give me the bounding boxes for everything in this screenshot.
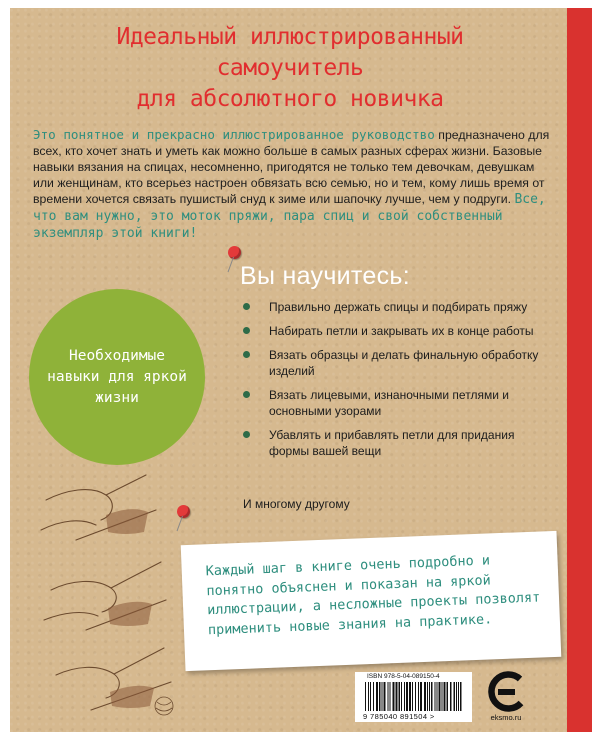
barcode-bar <box>420 682 422 711</box>
barcode-bar <box>365 682 366 711</box>
barcode-bar <box>384 682 386 711</box>
barcode-bar <box>460 682 462 711</box>
skill-item <box>243 387 543 419</box>
badge-text: Необходимые навыки для яркой жизни <box>47 347 187 406</box>
barcode-bar <box>456 682 457 711</box>
barcode-bar <box>373 682 374 711</box>
learn-title: Вы научитесь: <box>240 262 410 290</box>
barcode-bar <box>418 682 419 711</box>
barcode-bar <box>368 682 369 711</box>
barcode-bar <box>399 682 401 711</box>
barcode-bar <box>401 682 402 711</box>
barcode-bar <box>412 682 413 711</box>
skill-item <box>243 299 543 315</box>
barcode-bar <box>442 682 443 711</box>
skill-item <box>243 347 543 379</box>
bullet-icon <box>243 431 250 438</box>
green-circle-badge <box>29 289 205 465</box>
skill-item <box>243 427 543 459</box>
intro-accent: Все, что вам нужно, это моток пряжи, пара спиц и свой собственный экземпляр этой книги! <box>33 192 546 241</box>
intro-paragraph <box>33 127 553 242</box>
barcode-bar <box>431 682 433 711</box>
barcode-bar <box>429 682 430 711</box>
skill-text: Убавлять и прибавлять петли для придания формы вашей вещи <box>269 428 515 458</box>
barcode-bar <box>447 682 449 711</box>
headline-line-2: самоучитель <box>216 55 364 81</box>
publisher-name: eksmo.ru <box>490 713 522 722</box>
headline-line-1: Идеальный иллюстрированный <box>116 24 464 50</box>
pushpin-icon <box>228 246 241 259</box>
barcode-bar <box>437 682 438 711</box>
eksmo-logo-icon <box>484 670 528 714</box>
barcode-bar <box>444 682 446 711</box>
barcode-bar <box>439 682 441 711</box>
barcode-bar <box>409 682 411 711</box>
bullet-icon <box>243 351 250 358</box>
isbn-text: ISBN 978-5-04-089150-4 <box>367 673 440 680</box>
barcode-bar <box>396 682 398 711</box>
barcode-bar <box>454 682 456 711</box>
barcode-bar <box>435 682 436 711</box>
intro-body: предназначено для всех, кто хочет знать и уметь как можно больше в самых разных сферах жизни. Базовые навыки вязания на спицах, несомненно, пригодятся не только тем девочкам, девушкам или женщинам, кто всерьез настроен обвязать всю семью, но и тем, кому лишь время от времени хочется связать пушистый снуд к зиме или шапочку лучше, чем у подруги. <box>33 128 550 206</box>
skill-text: Вязать образцы и делать финальную обработку изделий <box>269 348 539 378</box>
note-card <box>181 531 562 671</box>
barcode-bars <box>365 682 463 711</box>
barcode-bar <box>415 682 416 711</box>
skills-list <box>243 299 543 467</box>
knitting-sketch-illustration <box>36 470 186 720</box>
barcode-bar <box>390 682 391 711</box>
barcode-bar <box>382 682 383 711</box>
barcode-bar <box>376 682 378 711</box>
bullet-icon <box>243 391 250 398</box>
skill-text: Правильно держать спицы и подбирать пряжу <box>269 300 528 314</box>
barcode-bar <box>404 682 405 711</box>
skill-item <box>243 323 543 339</box>
bullet-icon <box>243 327 250 334</box>
pushpin-icon <box>177 505 190 518</box>
barcode-number: 9 785040 891504 > <box>363 712 435 721</box>
note-text: Каждый шаг в книге очень подробно и понятно объяснен и показан на яркой иллюстрации, а несложные проекты позволят применить новые знания на практике. <box>205 552 541 638</box>
barcode-bar <box>424 682 426 711</box>
barcode-bar <box>458 682 459 711</box>
bullet-icon <box>243 303 250 310</box>
barcode-bar <box>393 682 395 711</box>
barcode <box>355 672 472 722</box>
headline-line-3: для абсолютного новичка <box>136 86 444 112</box>
more-text: И многому другому <box>243 497 350 511</box>
red-spine-strip <box>567 8 592 732</box>
barcode-bar <box>406 682 408 711</box>
barcode-bar <box>370 682 371 711</box>
barcode-bar <box>379 682 381 711</box>
barcode-bar <box>427 682 428 711</box>
skill-text: Вязать лицевыми, изнаночными петлями и основными узорами <box>269 388 509 418</box>
barcode-bar <box>388 682 389 711</box>
headline <box>20 22 560 115</box>
intro-lead: Это понятное и прекрасно иллюстрированное руководство <box>33 127 435 142</box>
skill-text: Набирать петли и закрывать их в конце работы <box>269 324 534 338</box>
barcode-bar <box>450 682 452 711</box>
